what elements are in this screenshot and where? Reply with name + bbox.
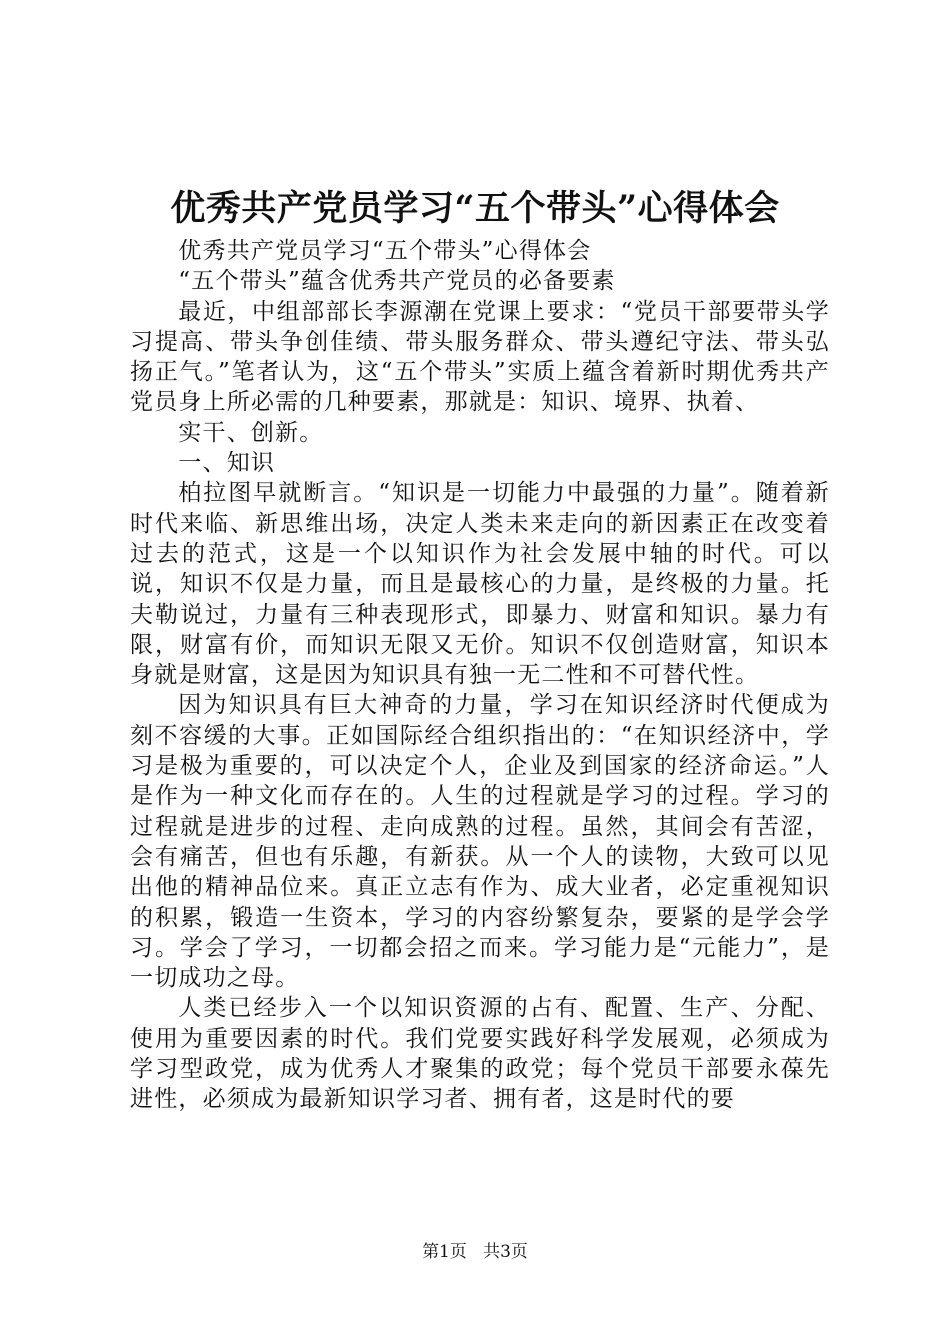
document-body: [130, 236, 830, 1115]
document-title: 优秀共产党员学习“五个带头”心得体会: [170, 188, 780, 229]
paragraph-subtitle-1: 优秀共产党员学习“五个带头”心得体会: [178, 238, 592, 264]
page-number: 第1页: [422, 1242, 467, 1262]
paragraph-intro: 最近，中组部部长李源潮在党课上要求：“党员干部要带头学习提高、带头争创佳绩、带头服务群众、带头遵纪守法、带头弘扬正气。”笔者认为，这“五个带头”实质上蕴含着新时期优秀共产党员身上所必需的几种要素，那就是：知识、境界、执着、: [130, 298, 830, 416]
paragraph-knowledge-1: 柏拉图早就断言。“知识是一切能力中最强的力量”。随着新时代来临、新思维出场，决定人类未来走向的新因素正在改变着过去的范式，这是一个以知识作为社会发展中轴的时代。可以说，知识不仅是力量，而且是最核心的力量，是终极的力量。托夫勒说过，力量有三种表现形式，即暴力、财富和知识。暴力有限，财富有价，而知识无限又无价。知识不仅创造财富，知识本身就是财富，这是因为知识具有独一无二性和不可替代性。: [130, 480, 830, 689]
paragraph-subtitle-2: “五个带头”蕴含优秀共产党员的必备要素: [178, 268, 616, 295]
paragraph-intro-continued: 实干、创新。: [178, 419, 324, 446]
paragraph-knowledge-3: 人类已经步入一个以知识资源的占有、配置、生产、分配、使用为重要因素的时代。我们党要实践好科学发展观，必须成为学习型政党，成为优秀人才聚集的政党；每个党员干部要永葆先进性，必须成为最新知识学习者、拥有者，这是时代的要: [130, 995, 830, 1113]
paragraph-knowledge-2: 因为知识具有巨大神奇的力量，学习在知识经济时代便成为刻不容缓的大事。正如国际经合组织指出的：“在知识经济中，学习是极为重要的，可以决定个人，企业及到国家的经济命运。”人是作为一种文化而存在的。人生的过程就是学习的过程。学习的过程就是进步的过程、走向成熟的过程。虽然，其间会有苦涩，会有痛苦，但也有乐趣，有新获。从一个人的读物，大致可以见出他的精神品位来。真正立志有作为、成大业者，必定重视知识的积累，锻造一生资本，学习的内容纷繁复杂，要紧的是学会学习。学会了学习，一切都会招之而来。学习能力是“元能力”，是一切成功之母。: [130, 692, 830, 992]
page-footer: [0, 1240, 950, 1264]
page-total: 共3页: [483, 1242, 528, 1262]
section-heading-knowledge: 一、知识: [178, 450, 276, 477]
